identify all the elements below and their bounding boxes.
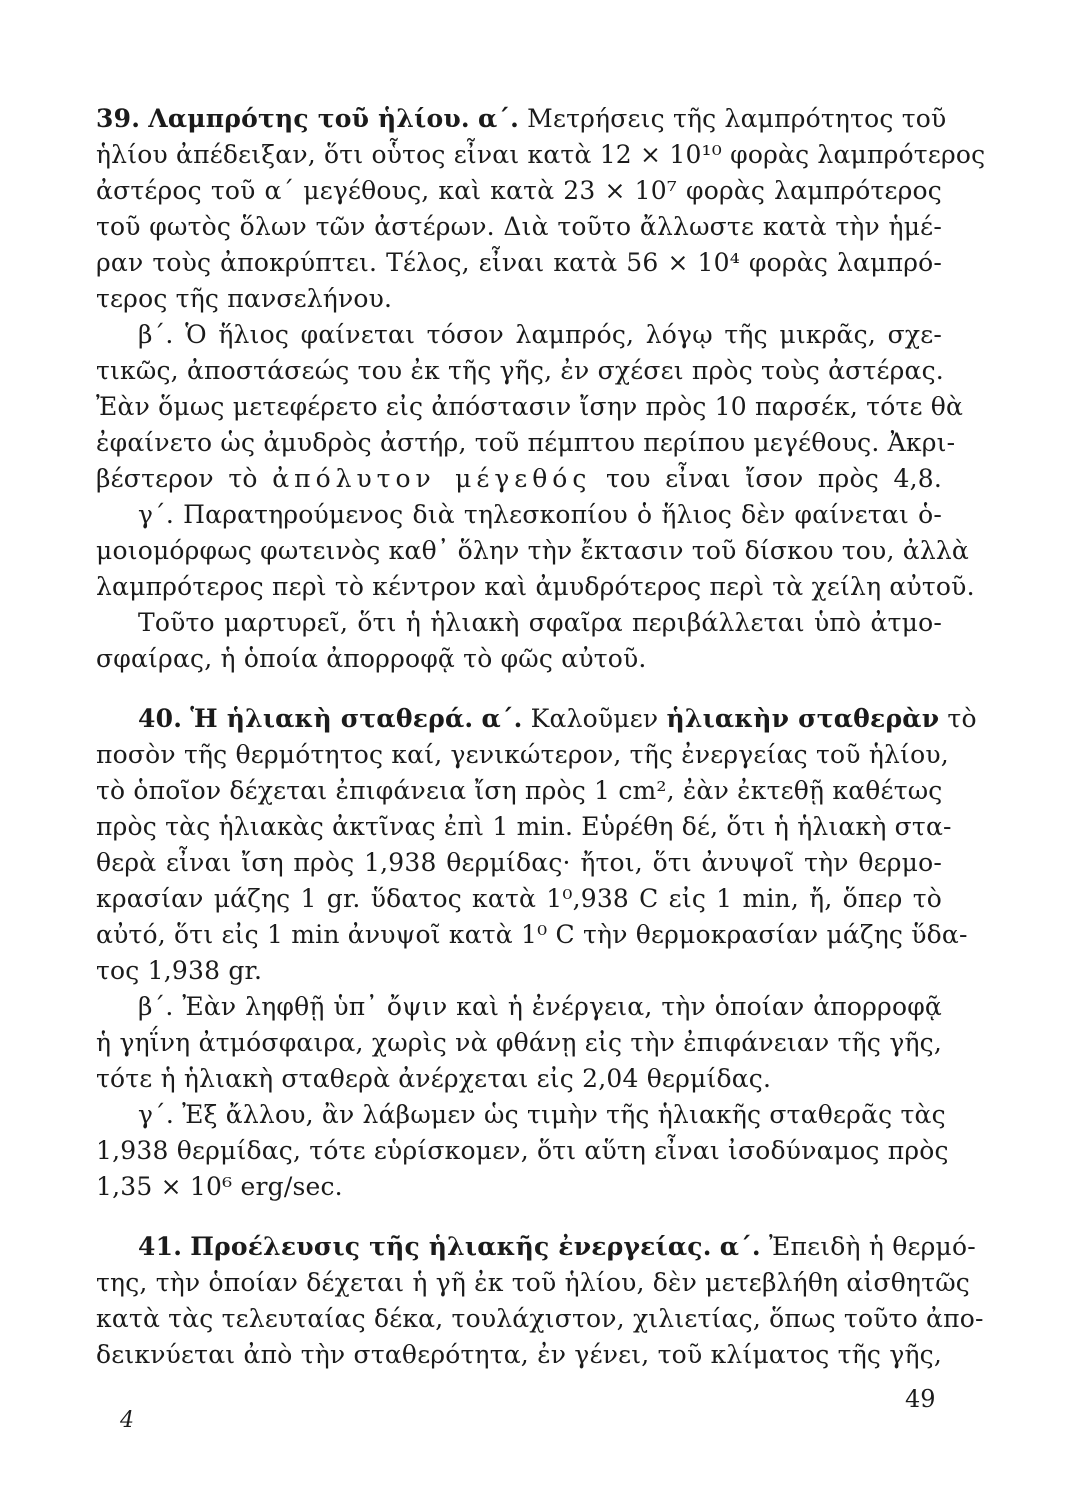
bold-term: ἡλιακὴν σταθερὰν <box>666 704 940 733</box>
text-line: ἀστέρος τοῦ α΄ μεγέθους, καὶ κατὰ 23 × 10⁷ φορὰς λαμπρότερος <box>96 176 942 205</box>
text-line: τερος τῆς πανσελήνου. <box>96 284 393 313</box>
text-line: σφαίρας, ἡ ὁποία ἀπορροφᾷ τὸ φῶς αὐτοῦ. <box>96 644 647 673</box>
text-line: της, τὴν ὁποίαν δέχεται ἡ γῆ ἐκ τοῦ ἡλίου, δὲν μετεβλήθη αἰσθητῶς <box>96 1268 970 1297</box>
section-39-b-marker: β΄. <box>138 320 174 349</box>
text-line: τότε ἡ ἡλιακὴ σταθερὰ ἀνέρχεται εἰς 2,04 θερμίδας. <box>96 1064 772 1093</box>
text-fragment: τὸ <box>947 704 977 733</box>
section-40-b-line <box>138 990 942 1024</box>
section-40-a-marker: α΄. <box>481 704 523 733</box>
text-line: δεικνύεται ἀπὸ τὴν σταθερότητα, ἐν γένει, τοῦ κλίματος τῆς γῆς, <box>96 1340 942 1369</box>
text-line: κρασίαν μάζης 1 gr. ὕδατος κατὰ 1⁰,938 C εἰς 1 min, ἤ, ὅπερ τὸ <box>96 884 942 913</box>
text-line: αὐτό, ὅτι εἰς 1 min ἀνυψοῖ κατὰ 1⁰ C τὴν θερμοκρασίαν μάζης ὕδα- <box>96 920 968 949</box>
text-line: 1,35 × 10⁶ erg/sec. <box>96 1172 343 1201</box>
section-39-c-line <box>138 498 942 532</box>
text-line: ραν τοὺς ἀποκρύπτει. Τέλος, εἶναι κατὰ 56 × 10⁴ φορὰς λαμπρό- <box>96 248 942 277</box>
text-line: ἡ γηΐνη ἀτμόσφαιρα, χωρὶς νὰ φθάνῃ εἰς τὴν ἐπιφάνειαν τῆς γῆς, <box>96 1028 942 1057</box>
text-line: τὸ ὁποῖον δέχεται ἐπιφάνεια ἴση πρὸς 1 cm², ἐὰν ἐκτεθῇ καθέτως <box>96 776 943 805</box>
section-40-heading-line <box>138 702 977 736</box>
section-39-number: 39. <box>96 104 141 133</box>
section-41-title: Προέλευσις τῆς ἡλιακῆς ἐνεργείας. <box>190 1232 712 1261</box>
section-39-b-text: Ὁ ἥλιος φαίνεται τόσον λαμπρός, λόγῳ τῆς μικρᾶς, σχε- <box>185 320 942 349</box>
text-line: ποσὸν τῆς θερμότητος καί, γενικώτερον, τῆς ἐνεργείας τοῦ ἡλίου, <box>96 740 949 769</box>
section-40-c-marker: γ΄. <box>138 1100 174 1129</box>
section-41-number: 41. <box>138 1232 183 1261</box>
signature-mark: 4 <box>120 1408 134 1433</box>
section-39-a-marker: α΄. <box>477 104 519 133</box>
text-line: ἐφαίνετο ὡς ἀμυδρὸς ἀστήρ, τοῦ πέμπτου περίπου μεγέθους. Ἀκρι- <box>96 428 956 457</box>
text-line: λαμπρότερος περὶ τὸ κέντρον καὶ ἀμυδρότερος περὶ τὰ χείλη αὐτοῦ. <box>96 572 975 601</box>
section-40-b-text: Ἐὰν ληφθῇ ὑπ᾽ ὄψιν καὶ ἡ ἐνέργεια, τὴν ὁποίαν ἀπορροφᾷ <box>182 992 942 1021</box>
section-41-heading-line <box>138 1230 976 1264</box>
page-number: 49 <box>905 1385 936 1413</box>
section-39-c-marker: γ΄. <box>138 500 174 529</box>
text-line: κατὰ τὰς τελευταίας δέκα, τουλάχιστον, χιλιετίας, ὅπως τοῦτο ἀπο- <box>96 1304 984 1333</box>
text-line: θερὰ εἶναι ἴση πρὸς 1,938 θερμίδας· ἤτοι, ὅτι ἀνυψοῖ τὴν θερμο- <box>96 848 942 877</box>
section-40-title: Ἡ ἡλιακὴ σταθερά. <box>190 704 474 733</box>
text-line: Ἐὰν ὅμως μετεφέρετο εἰς ἀπόστασιν ἴσην πρὸς 10 παρσέκ, τότε θὰ <box>96 392 964 421</box>
text-line: ἡλίου ἀπέδειξαν, ὅτι οὗτος εἶναι κατὰ 12 × 10¹⁰ φορὰς λαμπρότερος <box>96 140 986 169</box>
section-41-a-text: Ἐπειδὴ ἡ θερμό- <box>768 1232 976 1261</box>
section-39-heading-line <box>96 102 947 136</box>
text-line: τος 1,938 gr. <box>96 956 263 985</box>
text-line: 1,938 θερμίδας, τότε εὑρίσκομεν, ὅτι αὕτη εἶναι ἰσοδύναμος πρὸς <box>96 1136 949 1165</box>
section-40-number: 40. <box>138 704 183 733</box>
text-line: πρὸς τὰς ἡλιακὰς ἀκτῖνας ἐπὶ 1 min. Εὑρέθη δέ, ὅτι ἡ ἡλιακὴ στα- <box>96 812 952 841</box>
text-line: Τοῦτο μαρτυρεῖ, ὅτι ἡ ἡλιακὴ σφαῖρα περιβάλλεται ὑπὸ ἀτμο- <box>138 608 942 637</box>
section-39-b-last-line <box>96 462 942 496</box>
section-40-b-marker: β΄. <box>138 992 174 1021</box>
section-39-b-line <box>138 318 942 352</box>
section-39-a-text: Μετρήσεις τῆς λαμπρότητος τοῦ <box>527 104 947 133</box>
text-fragment: Καλοῦμεν <box>530 704 659 733</box>
text-fragment: του εἶναι ἴσον πρὸς 4,8. <box>605 464 942 493</box>
text-line: μοιομόρφως φωτεινὸς καθ᾽ ὅλην τὴν ἔκτασιν τοῦ δίσκου του, ἀλλὰ <box>96 536 969 565</box>
text-line: τικῶς, ἀποστάσεώς του ἐκ τῆς γῆς, ἐν σχέσει πρὸς τοὺς ἀστέρας. <box>96 356 944 385</box>
section-39-title: Λαμπρότης τοῦ ἡλίου. <box>148 104 470 133</box>
section-40-c-text: Ἐξ ἄλλου, ἂν λάβωμεν ὡς τιμὴν τῆς ἡλιακῆς σταθερᾶς τὰς <box>182 1100 946 1129</box>
section-40-c-line <box>138 1098 946 1132</box>
text-line: τοῦ φωτὸς ὅλων τῶν ἀστέρων. Διὰ τοῦτο ἄλλωστε κατὰ τὴν ἡμέ- <box>96 212 942 241</box>
spaced-emphasis: ἀπόλυτον μέγεθός <box>272 464 592 493</box>
section-41-a-marker: α΄. <box>719 1232 761 1261</box>
section-39-c-text: Παρατηρούμενος διὰ τηλεσκοπίου ὁ ἥλιος δὲν φαίνεται ὁ- <box>183 500 942 529</box>
text-fragment: βέστερον τὸ <box>96 464 258 493</box>
